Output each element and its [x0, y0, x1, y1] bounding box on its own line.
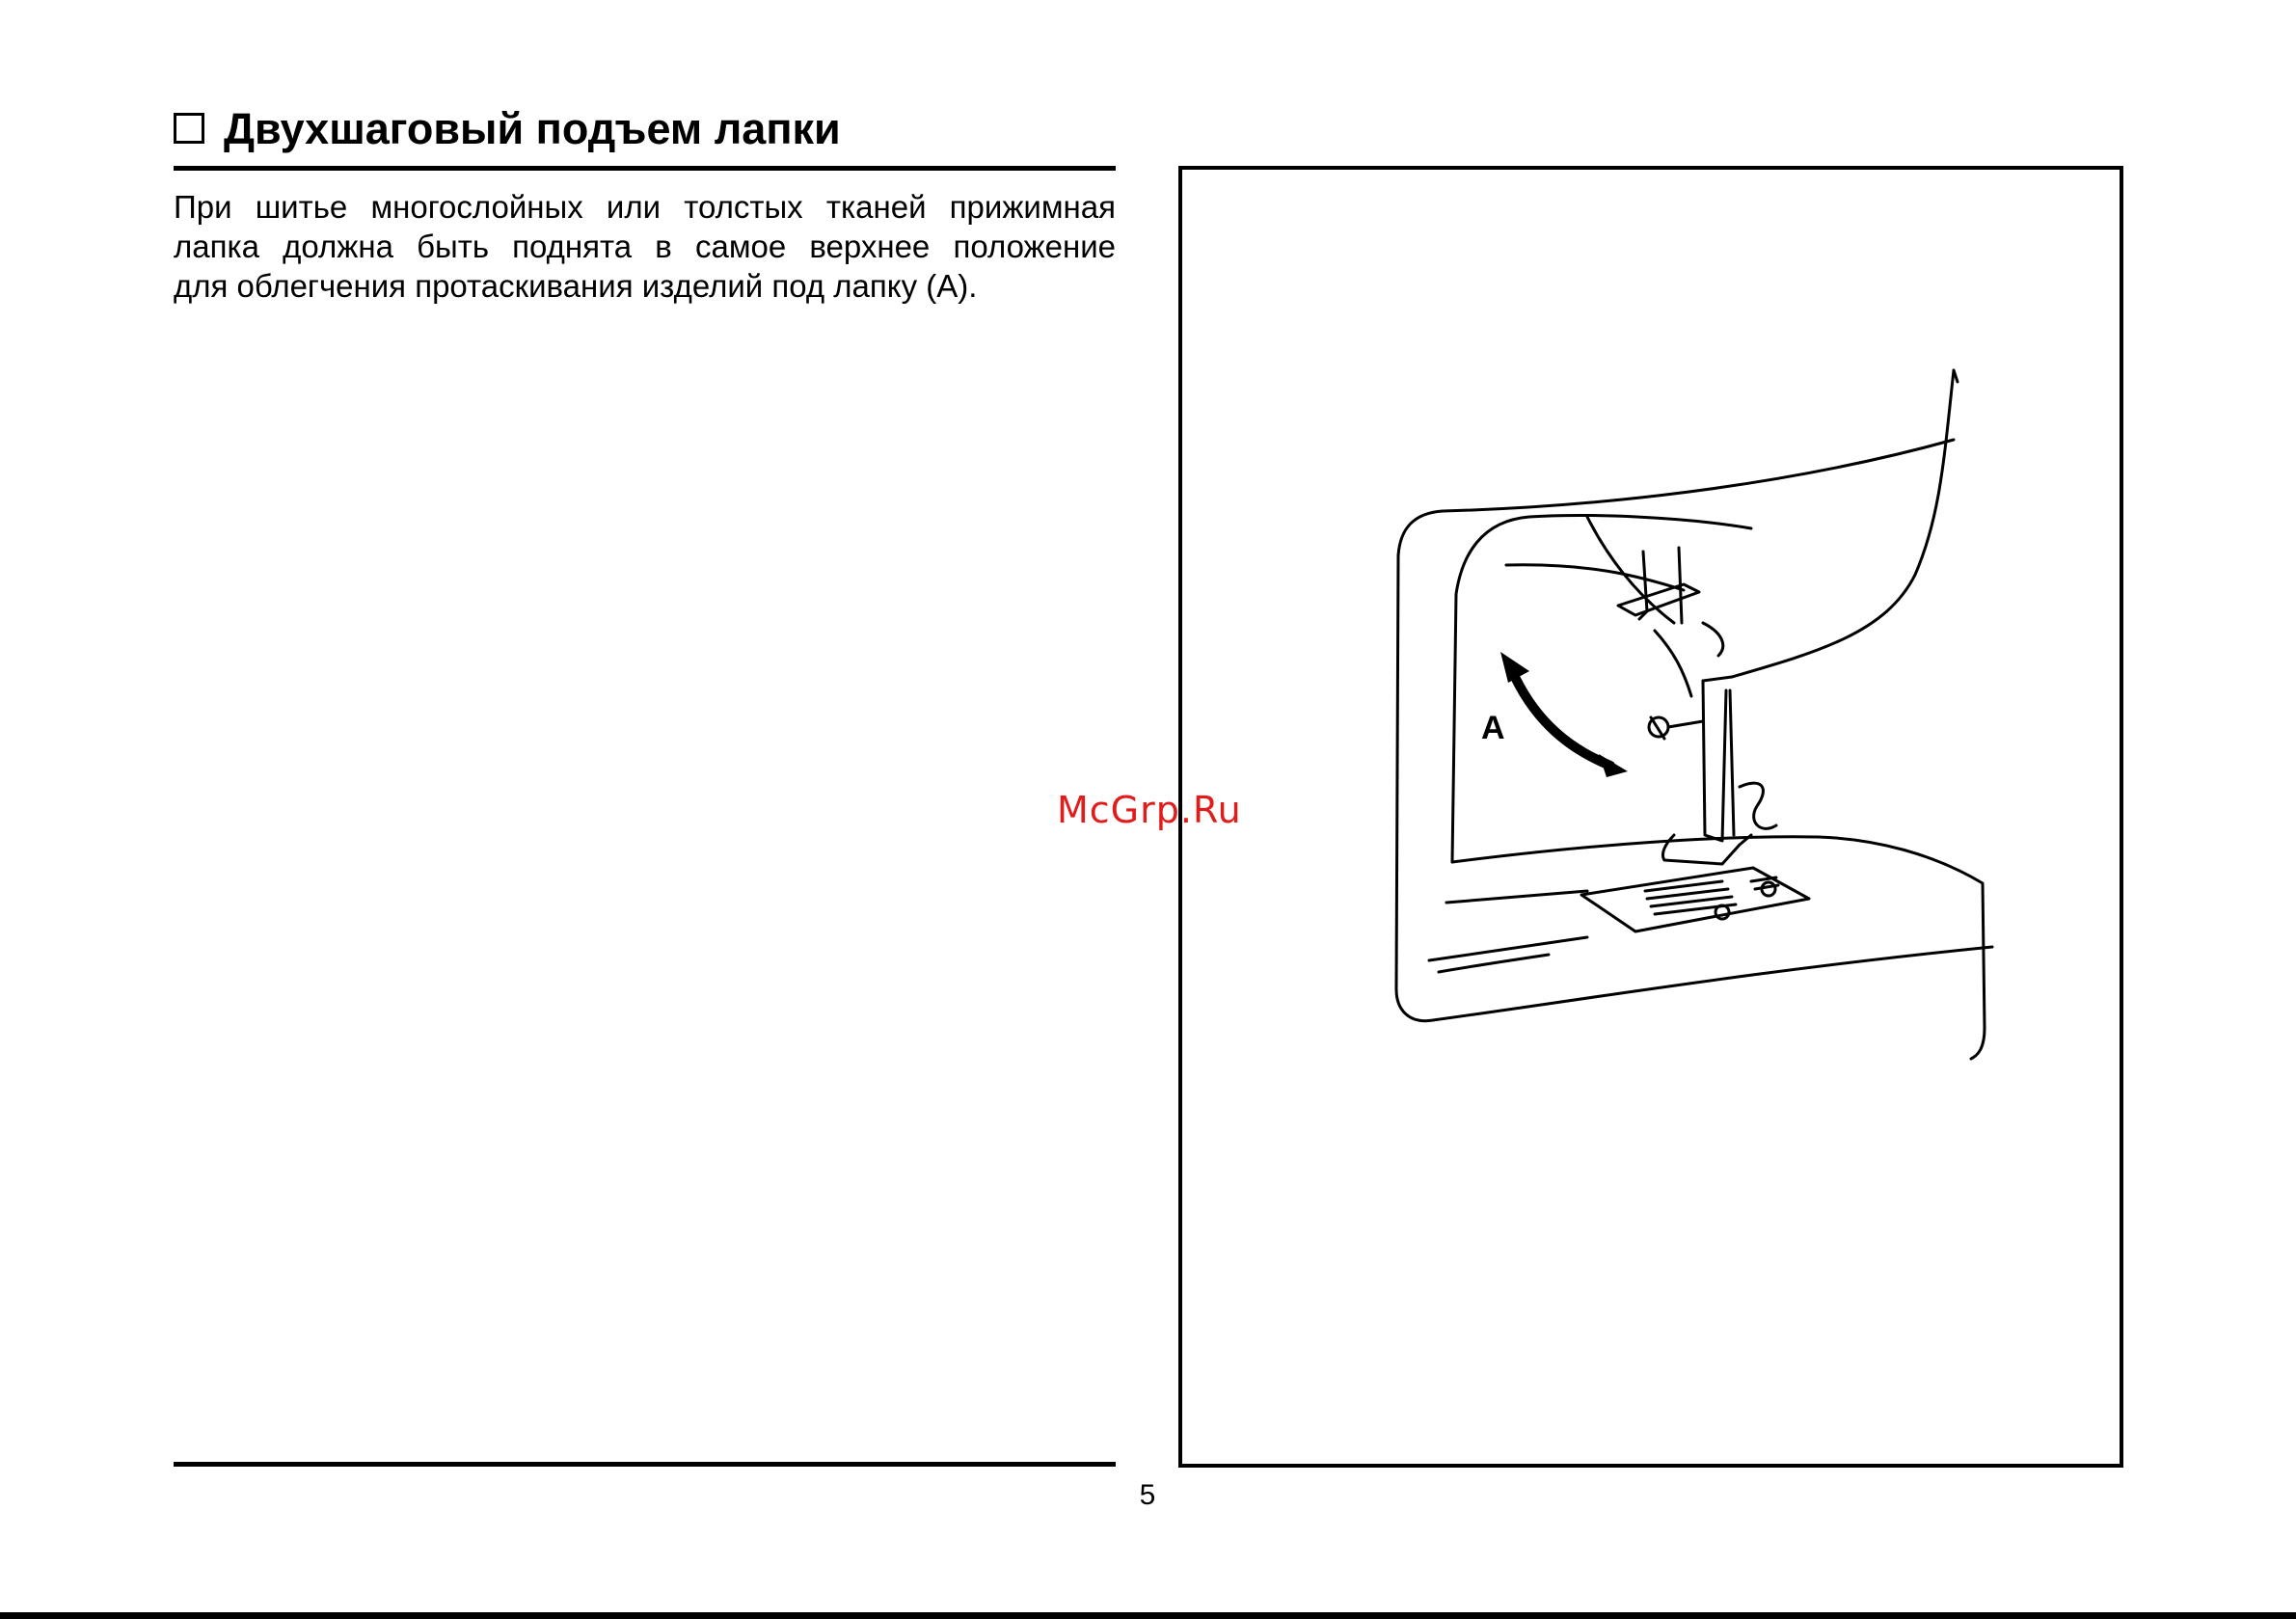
section-title: Двухшаговый подъем лапки: [224, 103, 841, 153]
top-divider: [174, 166, 1116, 171]
illustration-frame: [1178, 166, 2123, 1468]
machine-bed-outline: [1452, 837, 1985, 1059]
thread-cutter: [1740, 783, 1776, 828]
arm-opening-outline: [1452, 516, 1751, 863]
callout-label-a: A: [1481, 710, 1505, 746]
watermark-text: McGrp.Ru: [1057, 789, 1242, 831]
paragraph-line-3: для облегчения протаскивания изделий под лапку (А).: [174, 268, 978, 304]
page-number: 5: [1139, 1479, 1156, 1511]
bottom-edge-band: [0, 1612, 2296, 1619]
lift-arrow-icon: [1500, 652, 1628, 777]
machine-head-edge: [1954, 370, 1958, 382]
section-heading: [174, 94, 1119, 162]
presser-bar: [1703, 681, 1726, 841]
sewing-machine-illustration: [1182, 170, 2120, 1464]
machine-head-outline: [1732, 370, 1954, 677]
checkbox-square-icon: [174, 113, 204, 144]
bottom-divider: [174, 1462, 1116, 1467]
paragraph-line-2: лапка должна быть поднята в самое верхнее положение: [174, 229, 1116, 264]
instruction-paragraph: [174, 187, 1116, 306]
paragraph-line-1: При шитье многослойных или толстых тканей прижимная: [174, 189, 1116, 225]
